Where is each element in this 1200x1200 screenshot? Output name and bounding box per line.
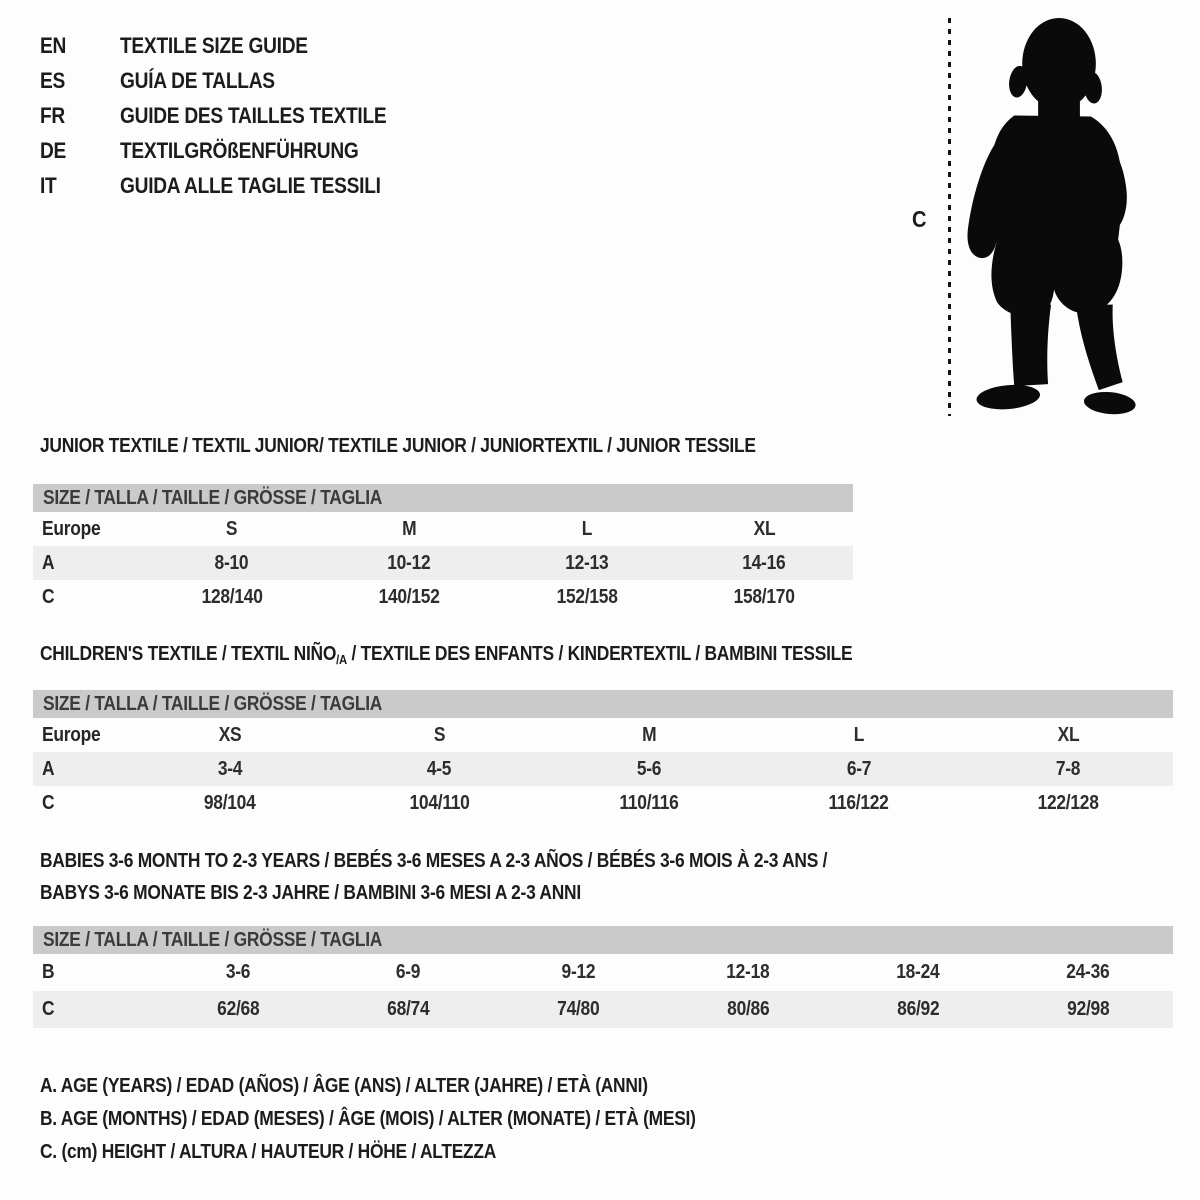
value-cell	[153, 991, 323, 1028]
cell-text: 3-6	[225, 961, 251, 983]
cell-text: 80/86	[726, 998, 770, 1020]
nino-a-subscript: /A	[336, 652, 347, 667]
babies-size-table	[33, 954, 1173, 1028]
language-row	[40, 63, 426, 98]
cell-text: M	[402, 517, 417, 540]
table-row	[33, 512, 853, 546]
value-cell	[833, 954, 1003, 991]
junior-section-title-text: JUNIOR TEXTILE / TEXTIL JUNIOR/ TEXTILE JUNIOR / JUNIORTEXTIL / JUNIOR TESSILE	[40, 435, 756, 457]
guide-title: GUIDA ALLE TAGLIE TESSILI	[120, 173, 381, 198]
language-row	[40, 98, 426, 133]
value-cell	[335, 786, 545, 820]
region-header-cell	[33, 718, 125, 752]
value-cell	[143, 546, 321, 580]
cell-text: B	[42, 961, 55, 983]
size-header-label: SIZE / TALLA / TAILLE / GRÖSSE / TAGLIA	[43, 693, 383, 715]
value-cell	[125, 786, 335, 820]
cell-text: 5-6	[636, 757, 662, 780]
region-header-cell	[33, 512, 143, 546]
cell-text: 12-13	[565, 551, 609, 574]
size-header-label: SIZE / TALLA / TAILLE / GRÖSSE / TAGLIA	[43, 929, 383, 951]
babies-section-title	[40, 845, 945, 909]
value-cell	[321, 580, 499, 614]
size-header-cell	[544, 718, 754, 752]
cell-text: 12-18	[726, 961, 770, 983]
cell-text: XL	[1057, 723, 1080, 746]
row-label-cell	[33, 786, 125, 820]
value-cell	[676, 580, 854, 614]
value-cell	[754, 786, 964, 820]
cell-text: 8-10	[214, 551, 249, 574]
children-size-table	[33, 718, 1173, 820]
size-header-cell	[125, 718, 335, 752]
cell-text: C	[42, 585, 55, 608]
cell-text: A	[42, 551, 55, 574]
measurement-legend	[40, 1070, 794, 1169]
table-row	[33, 546, 853, 580]
legend-line-a	[40, 1070, 794, 1103]
cell-text: C	[42, 791, 55, 814]
junior-size-table	[33, 512, 853, 614]
table-row	[33, 752, 1173, 786]
size-header-label: SIZE / TALLA / TAILLE / GRÖSSE / TAGLIA	[43, 487, 383, 509]
value-cell	[663, 991, 833, 1028]
cell-text: 7-8	[1055, 757, 1081, 780]
value-cell	[963, 786, 1173, 820]
cell-text: 68/74	[386, 998, 430, 1020]
children-size-header-bar	[33, 690, 1173, 718]
row-label-cell	[33, 954, 153, 991]
row-label-cell	[33, 991, 153, 1028]
babies-title-line1: BABIES 3-6 MONTH TO 2-3 YEARS / BEBÉS 3-6 MESES A 2-3 AÑOS / BÉBÉS 3-6 MOIS À 2-3 ANS /	[40, 850, 828, 872]
value-cell	[493, 991, 663, 1028]
cell-text: A	[42, 757, 55, 780]
cell-text: 18-24	[896, 961, 940, 983]
value-cell	[321, 546, 499, 580]
toddler-silhouette-icon	[957, 12, 1169, 420]
cell-text: 9-12	[561, 961, 595, 983]
guide-title: GUIDE DES TAILLES TEXTILE	[120, 103, 387, 128]
cell-text: 74/80	[556, 998, 600, 1020]
cell-text: 92/98	[1066, 998, 1110, 1020]
table-row	[33, 580, 853, 614]
language-title-list	[40, 28, 426, 203]
value-cell	[1003, 954, 1173, 991]
language-code: ES	[40, 68, 66, 93]
language-code: IT	[40, 173, 57, 198]
children-section-title	[40, 643, 974, 667]
junior-size-header-bar	[33, 484, 853, 512]
table-row	[33, 954, 1173, 991]
cell-text: 122/128	[1037, 791, 1099, 814]
guide-title: GUÍA DE TALLAS	[120, 68, 275, 93]
cell-text: 10-12	[387, 551, 431, 574]
cell-text: 116/122	[828, 791, 889, 814]
value-cell	[323, 991, 493, 1028]
value-cell	[335, 752, 545, 786]
value-cell	[143, 580, 321, 614]
babies-size-header-bar	[33, 926, 1173, 954]
babies-title-line2: BABYS 3-6 MONATE BIS 2-3 JAHRE / BAMBINI 3-6 MESI A 2-3 ANNI	[40, 882, 581, 904]
size-header-cell	[963, 718, 1173, 752]
cell-text: XL	[753, 517, 776, 540]
cell-text: 24-36	[1066, 961, 1110, 983]
cell-text: L	[581, 517, 592, 540]
cell-text: 14-16	[742, 551, 786, 574]
cell-text: 4-5	[427, 757, 452, 780]
height-measure-dashed-line	[948, 18, 951, 416]
cell-text: L	[853, 723, 864, 746]
size-header-cell	[321, 512, 499, 546]
cell-text: 104/110	[409, 791, 470, 814]
cell-text: 6-7	[846, 757, 871, 780]
value-cell	[663, 954, 833, 991]
legend-line-b	[40, 1103, 794, 1136]
children-section-title-text: CHILDREN'S TEXTILE / TEXTIL $NIÑO_{/A}$ / TEXTILE DES ENFANTS / KINDERTEXTIL / BAMBINI TESSILE	[40, 643, 853, 667]
junior-section-title	[40, 435, 863, 457]
cell-text: S	[433, 723, 446, 746]
table-row	[33, 786, 1173, 820]
language-code: FR	[40, 103, 65, 128]
value-cell	[493, 954, 663, 991]
value-cell	[153, 954, 323, 991]
row-label-cell	[33, 752, 125, 786]
value-cell	[323, 954, 493, 991]
value-cell	[544, 752, 754, 786]
cell-text: 140/152	[378, 585, 440, 608]
cell-text: Europe	[42, 723, 101, 746]
row-label-cell	[33, 546, 143, 580]
cell-text: Europe	[42, 517, 101, 540]
value-cell	[544, 786, 754, 820]
language-row	[40, 133, 426, 168]
height-measure-label: C	[912, 206, 927, 232]
language-code: EN	[40, 33, 67, 58]
size-header-cell	[498, 512, 676, 546]
guide-title: TEXTILE SIZE GUIDE	[120, 33, 308, 58]
guide-title: TEXTILGRÖßENFÜHRUNG	[120, 138, 359, 163]
cell-text: 128/140	[201, 585, 263, 608]
size-header-cell	[143, 512, 321, 546]
cell-text: 152/158	[556, 585, 618, 608]
table-row	[33, 991, 1173, 1028]
legend-text: C. (cm) HEIGHT / ALTURA / HAUTEUR / HÖHE / ALTEZZA	[40, 1141, 497, 1163]
language-row	[40, 28, 426, 63]
cell-text: XS	[218, 723, 242, 746]
table-row	[33, 718, 1173, 752]
language-row	[40, 168, 426, 203]
size-header-cell	[754, 718, 964, 752]
cell-text: 3-4	[217, 757, 242, 780]
value-cell	[833, 991, 1003, 1028]
legend-text: B. AGE (MONTHS) / EDAD (MESES) / ÂGE (MOIS) / ALTER (MONATE) / ETÀ (MESI)	[40, 1108, 696, 1130]
cell-text: M	[641, 723, 657, 746]
cell-text: S	[226, 517, 238, 540]
cell-text: 86/92	[896, 998, 940, 1020]
cell-text: 62/68	[216, 998, 260, 1020]
value-cell	[754, 752, 964, 786]
language-code: DE	[40, 138, 67, 163]
value-cell	[498, 580, 676, 614]
cell-text: 98/104	[203, 791, 256, 814]
value-cell	[963, 752, 1173, 786]
size-header-cell	[335, 718, 545, 752]
value-cell	[1003, 991, 1173, 1028]
legend-text: A. AGE (YEARS) / EDAD (AÑOS) / ÂGE (ANS) / ALTER (JAHRE) / ETÀ (ANNI)	[40, 1075, 648, 1097]
value-cell	[498, 546, 676, 580]
cell-text: 158/170	[733, 585, 795, 608]
cell-text: 110/116	[619, 791, 679, 814]
cell-text: 6-9	[395, 961, 421, 983]
row-label-cell	[33, 580, 143, 614]
value-cell	[676, 546, 854, 580]
value-cell	[125, 752, 335, 786]
legend-line-c	[40, 1136, 794, 1169]
size-header-cell	[676, 512, 854, 546]
cell-text: C	[42, 998, 55, 1020]
